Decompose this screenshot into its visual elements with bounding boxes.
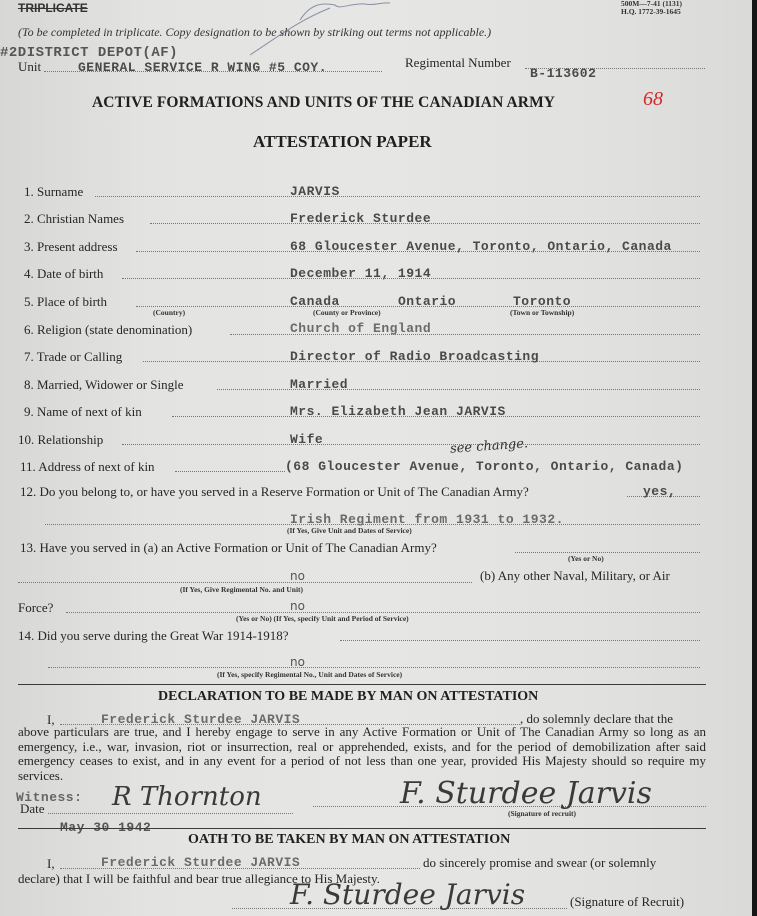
unit-overtype: #2DISTRICT DEPOT(AF)	[0, 45, 179, 61]
field-dots	[95, 196, 700, 197]
oath-prefix: I,	[47, 856, 55, 871]
oath-line2: declare) that I will be faithful and bear true allegiance to His Majesty.	[18, 871, 380, 886]
field-value: Wife	[290, 432, 324, 447]
handwritten-annotation: see change.	[449, 436, 529, 457]
field-value-town: Toronto	[513, 294, 572, 309]
declaration-body: above particulars are true, and I hereby engage to serve in any Active Formation or Unit of The Canadian Army so long as an emergency, i.e., war, invasion, riot or insurrection, real or apprehended, exists, and for the period of demobilization after said emergency ceases to exist, and in any event for a period of not less than one year, provided His Majesty should so require my services.	[18, 724, 706, 783]
unit-label: Unit	[18, 59, 42, 74]
field-value: (68 Gloucester Avenue, Toronto, Ontario, Canada)	[285, 459, 684, 474]
field-value: Church of England	[290, 321, 432, 336]
instructions: (To be completed in triplicate. Copy designation to be shown by striking out terms not applicable.)	[18, 25, 492, 39]
field-label: 13. Have you served in (a) an Active Formation or Unit of The Canadian Army?	[20, 540, 437, 555]
oath-signature-label: (Signature of Recruit)	[570, 894, 685, 909]
field-label: 8. Married, Widower or Single	[24, 377, 184, 392]
field-label: 2. Christian Names	[24, 211, 125, 226]
field-label-b: (b) Any other Naval, Military, or Air	[480, 568, 670, 583]
form-code	[621, 0, 682, 16]
field-value: Mrs. Elizabeth Jean JARVIS	[290, 404, 506, 419]
witness-signature: R Thornton	[112, 782, 262, 812]
field-dots-line2	[48, 667, 700, 668]
field-hint-a: (If Yes, Give Regimental No. and Unit)	[180, 585, 304, 594]
field-dots-a	[18, 582, 472, 583]
field-dots	[122, 444, 700, 445]
hint-yes-no: (Yes or No)	[568, 554, 604, 563]
oath-text-after-name: do sincerely promise and swear (or solemnly	[423, 855, 657, 870]
recruit-signature: F. Sturdee Jarvis	[400, 776, 652, 811]
hint-province: (County or Province)	[313, 308, 381, 317]
field-label: 6. Religion (state denomination)	[24, 322, 193, 337]
oath-recruit-signature: F. Sturdee Jarvis	[290, 878, 526, 911]
signature-hint: (Signature of recruit)	[508, 809, 577, 818]
title-sub: ATTESTATION PAPER	[253, 132, 432, 151]
scan-edge	[752, 0, 757, 916]
field-value: December 11, 1914	[290, 266, 432, 281]
regimental-number-label: Regimental Number	[405, 55, 511, 70]
field-label: 7. Trade or Calling	[24, 349, 123, 364]
hint-country: (Country)	[153, 308, 186, 317]
field-value-line2: Irish Regiment from 1931 to 1932.	[290, 512, 564, 527]
field-value: Director of Radio Broadcasting	[290, 349, 540, 364]
date-value: May 30 1942	[60, 820, 152, 835]
field-value: 68 Gloucester Avenue, Toronto, Ontario, Canada	[290, 239, 672, 254]
field-value-country: Canada	[290, 294, 340, 309]
declaration-text-after-name: , do solemnly declare that the	[520, 711, 674, 726]
form-code-line1: 500M—7-41 (1131)	[621, 0, 683, 8]
field-value: no	[290, 655, 305, 669]
field-label: 1. Surname	[24, 184, 84, 199]
field-value-b: no	[290, 599, 305, 613]
hint-town: (Town or Township)	[510, 308, 575, 317]
field-value-a: no	[290, 569, 305, 583]
field-label: 10. Relationship	[18, 432, 104, 447]
field-value: Married	[290, 377, 349, 392]
field-value: JARVIS	[290, 184, 340, 199]
declaration-name: Frederick Sturdee JARVIS	[101, 712, 301, 727]
field-dots	[175, 471, 285, 472]
field-hint-b: (Yes or No) (If Yes, specify Unit and Period of Service)	[236, 614, 409, 623]
regimental-number-value: B-113602	[530, 66, 597, 81]
field-dots-b	[66, 612, 700, 613]
field-label: 4. Date of birth	[24, 266, 104, 281]
form-code-line2: H.Q. 1772-39-1645	[621, 7, 681, 16]
declaration-prefix: I,	[47, 712, 55, 727]
unit-value: GENERAL SERVICE R WING #5 COY.	[78, 60, 328, 75]
field-dots	[340, 640, 700, 641]
field-label: 12. Do you belong to, or have you served in a Reserve Formation or Unit of The Canadian Army?	[20, 484, 529, 499]
field-label: 3. Present address	[24, 239, 118, 254]
field-value-province: Ontario	[398, 294, 457, 309]
section-divider-2	[18, 828, 706, 829]
declaration-title: DECLARATION TO BE MADE BY MAN ON ATTESTATION	[158, 689, 539, 704]
section-divider	[18, 684, 706, 685]
field-dots	[515, 552, 700, 553]
witness-label: Witness:	[16, 790, 83, 805]
date-dots	[48, 813, 293, 814]
field-label: 5. Place of birth	[24, 294, 108, 309]
oath-name: Frederick Sturdee JARVIS	[101, 855, 301, 870]
field-value: Frederick Sturdee	[290, 211, 432, 226]
field-label: 11. Address of next of kin	[20, 459, 155, 474]
field-label: 14. Did you serve during the Great War 1914-1918?	[18, 628, 289, 643]
page-mark: 68	[643, 88, 663, 110]
field-hint: (If Yes, Give Unit and Dates of Service)	[287, 526, 412, 535]
field-label: 9. Name of next of kin	[24, 404, 142, 419]
field-hint: (If Yes, specify Regimental No., Unit and Dates of Service)	[217, 670, 403, 679]
field-label-b2: Force?	[18, 600, 54, 615]
date-label: Date	[20, 801, 45, 816]
field-value: yes,	[643, 484, 677, 499]
copy-designation: TRIPLICATE	[18, 1, 88, 15]
oath-title: OATH TO BE TAKEN BY MAN ON ATTESTATION	[188, 832, 511, 847]
title-main: ACTIVE FORMATIONS AND UNITS OF THE CANADIAN ARMY	[92, 94, 556, 111]
